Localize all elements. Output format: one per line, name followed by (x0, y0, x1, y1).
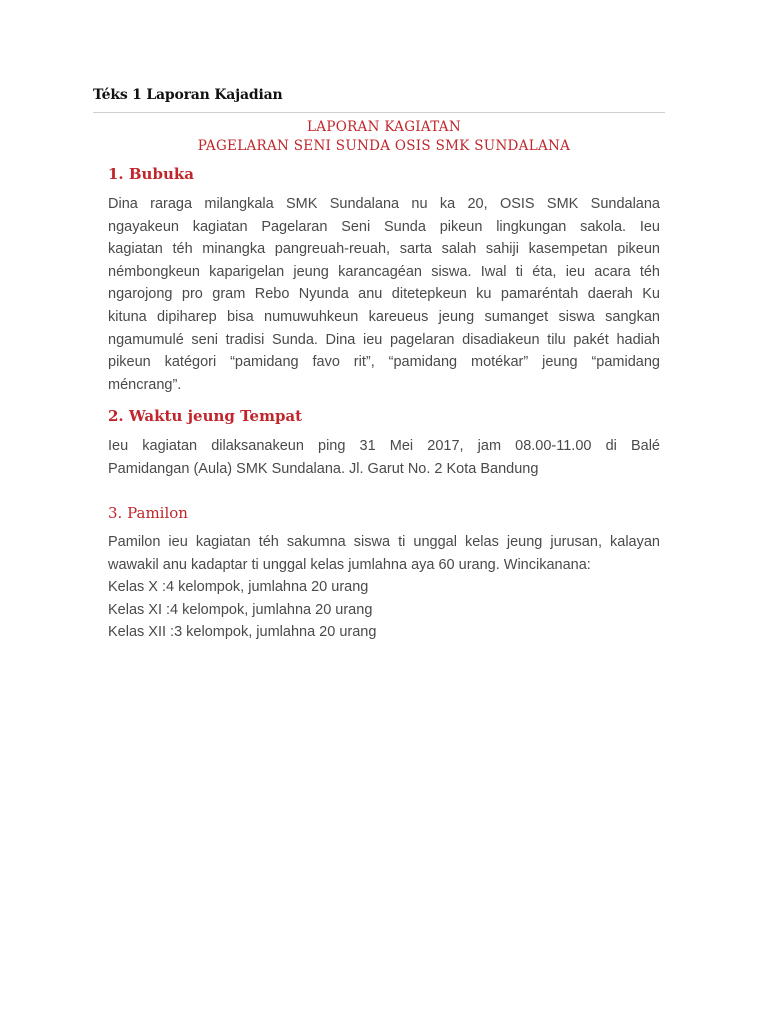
paragraph-line: némbongkeun kaparigelan jeung karancagéan siswa. Iwal ti éta, ieu acara téh (108, 263, 660, 280)
paragraph-line: pikeun katégori “pamidang favo rit”, “pamidang motékar” jeung “pamidang (108, 354, 660, 371)
heading-divider (93, 112, 665, 113)
report-title-line-2: PAGELARAN SENI SUNDA OSIS SMK SUNDALANA (197, 138, 571, 154)
section-heading-waktu-tempat: 2. Waktu jeung Tempat (108, 407, 303, 425)
report-title-line-1: LAPORAN KAGIATAN (307, 119, 461, 135)
paragraph-line: kituna dipiharep bisa numuwuhkeun kareueus jeung sumanget siswa sangkan (108, 308, 660, 325)
section-paragraph-pamilon (108, 531, 660, 644)
paragraph-line: Pamilon ieu kagiatan téh sakumna siswa ti unggal kelas jeung jurusan, kalayan (108, 534, 660, 550)
paragraph-line: Kelas XI :4 kelompok, jumlahna 20 urang (108, 601, 373, 618)
paragraph-line: ngarojong pro gram Rebo Nyunda anu ditetepkeun ku pamaréntah daerah Ku (108, 286, 660, 303)
section-heading-bubuka: 1. Bubuka (108, 165, 194, 183)
paragraph-line: Dina raraga milangkala SMK Sundalana nu ka 20, OSIS SMK Sundalana (108, 196, 660, 212)
paragraph-line: Ieu kagiatan dilaksanakeun ping 31 Mei 2017, jam 08.00-11.00 di Balé (108, 438, 660, 454)
paragraph-line: Pamidangan (Aula) SMK Sundalana. Jl. Garut No. 2 Kota Bandung (108, 460, 539, 477)
paragraph-line: Kelas X :4 kelompok, jumlahna 20 urang (108, 579, 369, 596)
paragraph-line: ngamumulé seni tradisi Sunda. Dina ieu pagelaran disadiakeun tilu pakét hadiah (108, 331, 660, 348)
paragraph-line: kagiatan téh minangka pangreuah-reuah, sarta salah sahiji kasempetan pikeun (108, 241, 660, 258)
paragraph-line: méncrang”. (108, 376, 182, 393)
section-heading-pamilon: 3. Pamilon (108, 504, 188, 522)
paragraph-line: wawakil anu kadaptar ti unggal kelas jumlahna aya 60 urang. Wincikanana: (108, 556, 591, 573)
document-heading: Téks 1 Laporan Kajadian (93, 87, 283, 103)
section-paragraph-bubuka (108, 193, 660, 396)
section-paragraph-waktu-tempat (108, 435, 660, 480)
paragraph-line: Kelas XII :3 kelompok, jumlahna 20 urang (108, 624, 377, 641)
paragraph-line: ngayakeun kagiatan Pagelaran Seni Sunda pikeun lingkungan sakola. Ieu (108, 218, 660, 235)
